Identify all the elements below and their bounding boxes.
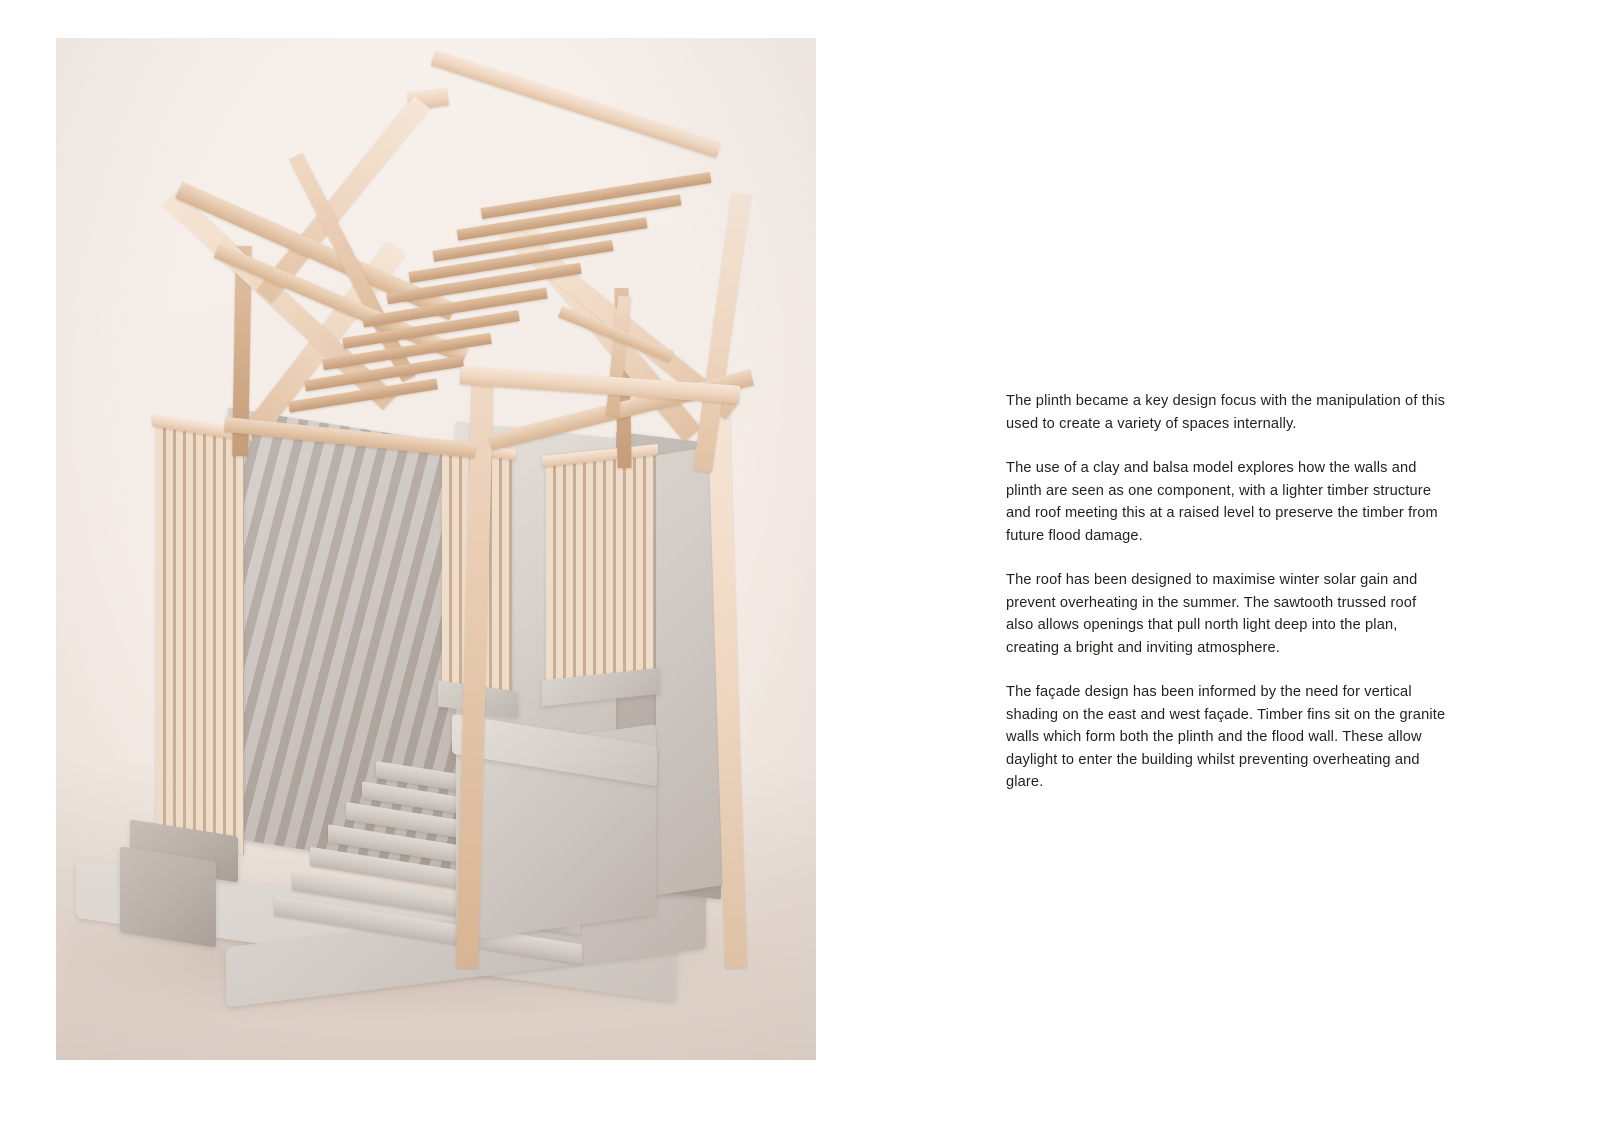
body-text-column (1006, 390, 1446, 794)
model-photograph (56, 38, 816, 1060)
body-paragraph-2: The use of a clay and balsa model explores how the walls and plinth are seen as one component, with a lighter timber structure and roof meeting this at a raised level to preserve the timber from future flood damage. (1006, 460, 1438, 544)
body-paragraph-1: The plinth became a key design focus with the manipulation of this used to create a variety of spaces internally. (1006, 393, 1446, 432)
photo-content (56, 38, 816, 1060)
model-plinth-block-left (120, 846, 216, 947)
frame-wall-plate-front (460, 366, 741, 403)
roof-ridge-beam (431, 50, 721, 158)
body-paragraph-3: The roof has been designed to maximise winter solar gain and prevent overheating in the summer. The sawtooth trussed roof also allows openings that pull north light deep into the plan, creating a bright and inviting atmosphere. (1006, 572, 1418, 656)
model-fin-screen-right (546, 444, 654, 690)
model-fin-screen-left (156, 421, 244, 855)
body-paragraph-4: The façade design has been informed by the need for vertical shading on the east and west façade. Timber fins sit on the granite walls which form both the plinth and the flood wall. These allow daylight to enter the building whilst preventing overheating and glare. (1006, 684, 1446, 790)
